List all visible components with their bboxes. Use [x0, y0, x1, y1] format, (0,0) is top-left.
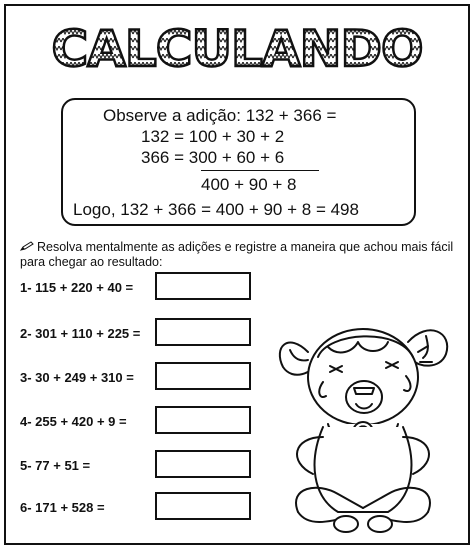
instruction: [20, 240, 468, 270]
example-line-2: 132 = 100 + 30 + 2: [141, 127, 285, 146]
answer-box-4[interactable]: [155, 406, 251, 434]
example-line-4: 400 + 90 + 8: [201, 175, 297, 194]
exercise-2: [20, 318, 280, 350]
sum-rule: [201, 170, 319, 171]
answer-box-2[interactable]: [155, 318, 251, 346]
page-title: CALCULANDO: [51, 20, 423, 78]
answer-box-6[interactable]: [155, 492, 251, 520]
example-line-5: Logo, 132 + 366 = 400 + 90 + 8 = 498: [73, 200, 359, 219]
title-logo: [51, 14, 423, 82]
crying-girl-illustration: [268, 312, 468, 544]
example-box: [61, 98, 416, 226]
exercise-label: 3- 30 + 249 + 310 =: [20, 370, 134, 385]
exercise-label: 5- 77 + 51 =: [20, 458, 91, 473]
exercise-label: 1- 115 + 220 + 40 =: [20, 280, 134, 295]
exercise-label: 4- 255 + 420 + 9 =: [20, 414, 127, 429]
exercise-6: [20, 492, 280, 524]
exercise-label: 2- 301 + 110 + 225 =: [20, 326, 141, 341]
example-line-3: 366 = 300 + 60 + 6: [141, 148, 285, 167]
answer-box-3[interactable]: [155, 362, 251, 390]
title-banner: [6, 14, 468, 84]
answer-box-5[interactable]: [155, 450, 251, 478]
pencil-icon: [20, 240, 34, 255]
instruction-text: Resolva mentalmente as adições e registre a maneira que achou mais fácil para chegar ao resultado:: [20, 240, 454, 269]
example-line-1: Observe a adição: 132 + 366 =: [103, 106, 337, 125]
exercise-5: [20, 450, 280, 482]
exercise-label: 6- 171 + 528 =: [20, 500, 105, 515]
exercise-3: [20, 362, 280, 394]
answer-box-1[interactable]: [155, 272, 251, 300]
exercise-4: [20, 406, 280, 438]
worksheet-page: [4, 4, 470, 545]
exercise-1: [20, 272, 280, 304]
